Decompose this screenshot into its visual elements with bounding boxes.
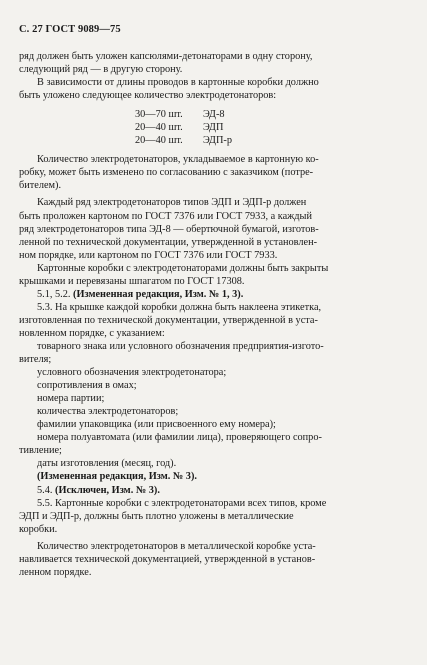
text-line: На крышке каждой коробки должна быть наклеена этикетка, — [55, 301, 322, 313]
paragraph-5-1-5-2 — [19, 288, 392, 301]
text-line: ленной по технической документации, утвержденной в установлен- — [19, 236, 318, 248]
text-line: ряд электродетонаторов типа ЭД-8 — обертючной бумагой, изготов- — [19, 223, 319, 235]
text-line: В зависимости от длины проводов в картонные коробки должно — [37, 77, 319, 89]
clause-number: 5.5. — [37, 497, 53, 509]
list-item-packer: фамилии упаковщика (или присвоенного ему номера); — [37, 419, 276, 431]
text-line: быть уложено следующее количество электродетонаторов: — [19, 90, 277, 102]
quantity-row — [135, 121, 392, 134]
text-line: Количество электродетонаторов, укладываемое в картонную ко- — [37, 154, 319, 166]
paragraph-quantity-change — [19, 153, 392, 192]
text-line: коробки. — [19, 523, 58, 535]
list-item-date: даты изготовления (месяц, год). — [37, 458, 177, 470]
detonator-type: ЭДП-р — [203, 135, 232, 147]
document-body — [19, 50, 392, 579]
text-line: следующий ряд — в другую сторону. — [19, 64, 183, 76]
paragraph-5-3 — [19, 301, 392, 340]
paragraph-5-5 — [19, 497, 392, 536]
text-line: ЭДП и ЭДП-р, должны быть плотно уложены в металлические — [19, 510, 294, 522]
text-line: тивление; — [19, 445, 62, 457]
list-item-resistance: сопротивления в омах; — [37, 380, 137, 392]
clause-number: 5.3. — [37, 301, 53, 313]
text-line: новленном порядке, с указанием: — [19, 327, 165, 339]
paragraph-wire-length — [19, 76, 392, 102]
quantity-row — [135, 134, 392, 147]
text-line: крышками и перевязаны шпагатом по ГОСТ 17308. — [19, 275, 245, 287]
list-item-designation: условного обозначения электродетонатора; — [37, 367, 227, 379]
amendment-note: (Измененная редакция, Изм. № 1, 3). — [73, 288, 244, 300]
text-line: товарного знака или условного обозначения предприятия-изгото- — [37, 340, 324, 352]
quantity-value: 30—70 шт. — [135, 109, 183, 121]
paragraph-metal-box-quantity — [19, 540, 392, 579]
detonator-type: ЭДП — [203, 122, 224, 134]
list-item-semiautomat — [19, 431, 392, 457]
text-line: вителя; — [19, 354, 52, 366]
list-item-count: количества электродетонаторов; — [37, 406, 179, 418]
text-line: изготовленная по технической документации, утвержденной в уста- — [19, 314, 318, 326]
text-line: Картонные коробки с электродетонаторами должны быть закрыты — [37, 262, 329, 274]
list-item-trademark — [19, 340, 392, 366]
quantity-row — [135, 108, 392, 121]
list-item-batch: номера партии; — [37, 393, 105, 405]
text-line: номера полуавтомата (или фамилии лица), проверяющего сопро- — [37, 432, 322, 444]
amendment-text: (Исключен, Изм. № 3). — [55, 484, 160, 496]
text-line: робку, может быть изменено по согласованию с заказчиком (потре- — [19, 167, 314, 179]
clause-number: 5.1, 5.2. — [37, 288, 71, 300]
paragraph-continuation — [19, 50, 392, 76]
quantity-value: 20—40 шт. — [135, 122, 183, 134]
text-line: ряд должен быть уложен капсюлями-детонаторами в одну сторону, — [19, 51, 313, 62]
paragraph-box-closing — [19, 262, 392, 288]
page-header: С. 27 ГОСТ 9089—75 — [19, 24, 121, 35]
text-line: быть проложен картоном по ГОСТ 7376 или ГОСТ 7933, а каждый — [19, 210, 312, 222]
text-line: бителем). — [19, 180, 62, 192]
detonator-type: ЭД-8 — [203, 109, 225, 121]
quantity-value: 20—40 шт. — [135, 135, 183, 147]
paragraph-5-4 — [19, 484, 392, 497]
clause-number: 5.4. — [37, 484, 53, 496]
amendment-text: (Измененная редакция, Изм. № 3). — [37, 471, 197, 483]
text-line: ном порядке, или картоном по ГОСТ 7376 или ГОСТ 7933. — [19, 249, 278, 261]
quantity-table — [135, 108, 392, 147]
text-line: Количество электродетонаторов в металлической коробке уста- — [37, 540, 316, 552]
text-line: ленном порядке. — [19, 566, 92, 578]
paragraph-row-separation — [19, 196, 392, 261]
amendment-note — [19, 470, 392, 483]
text-line: Каждый ряд электродетонаторов типов ЭДП и ЭДП-р должен — [37, 197, 307, 209]
text-line: Картонные коробки с электродетонаторами всех типов, кроме — [55, 497, 327, 509]
text-line: навливается технической документацией, утвержденной в установ- — [19, 553, 316, 565]
